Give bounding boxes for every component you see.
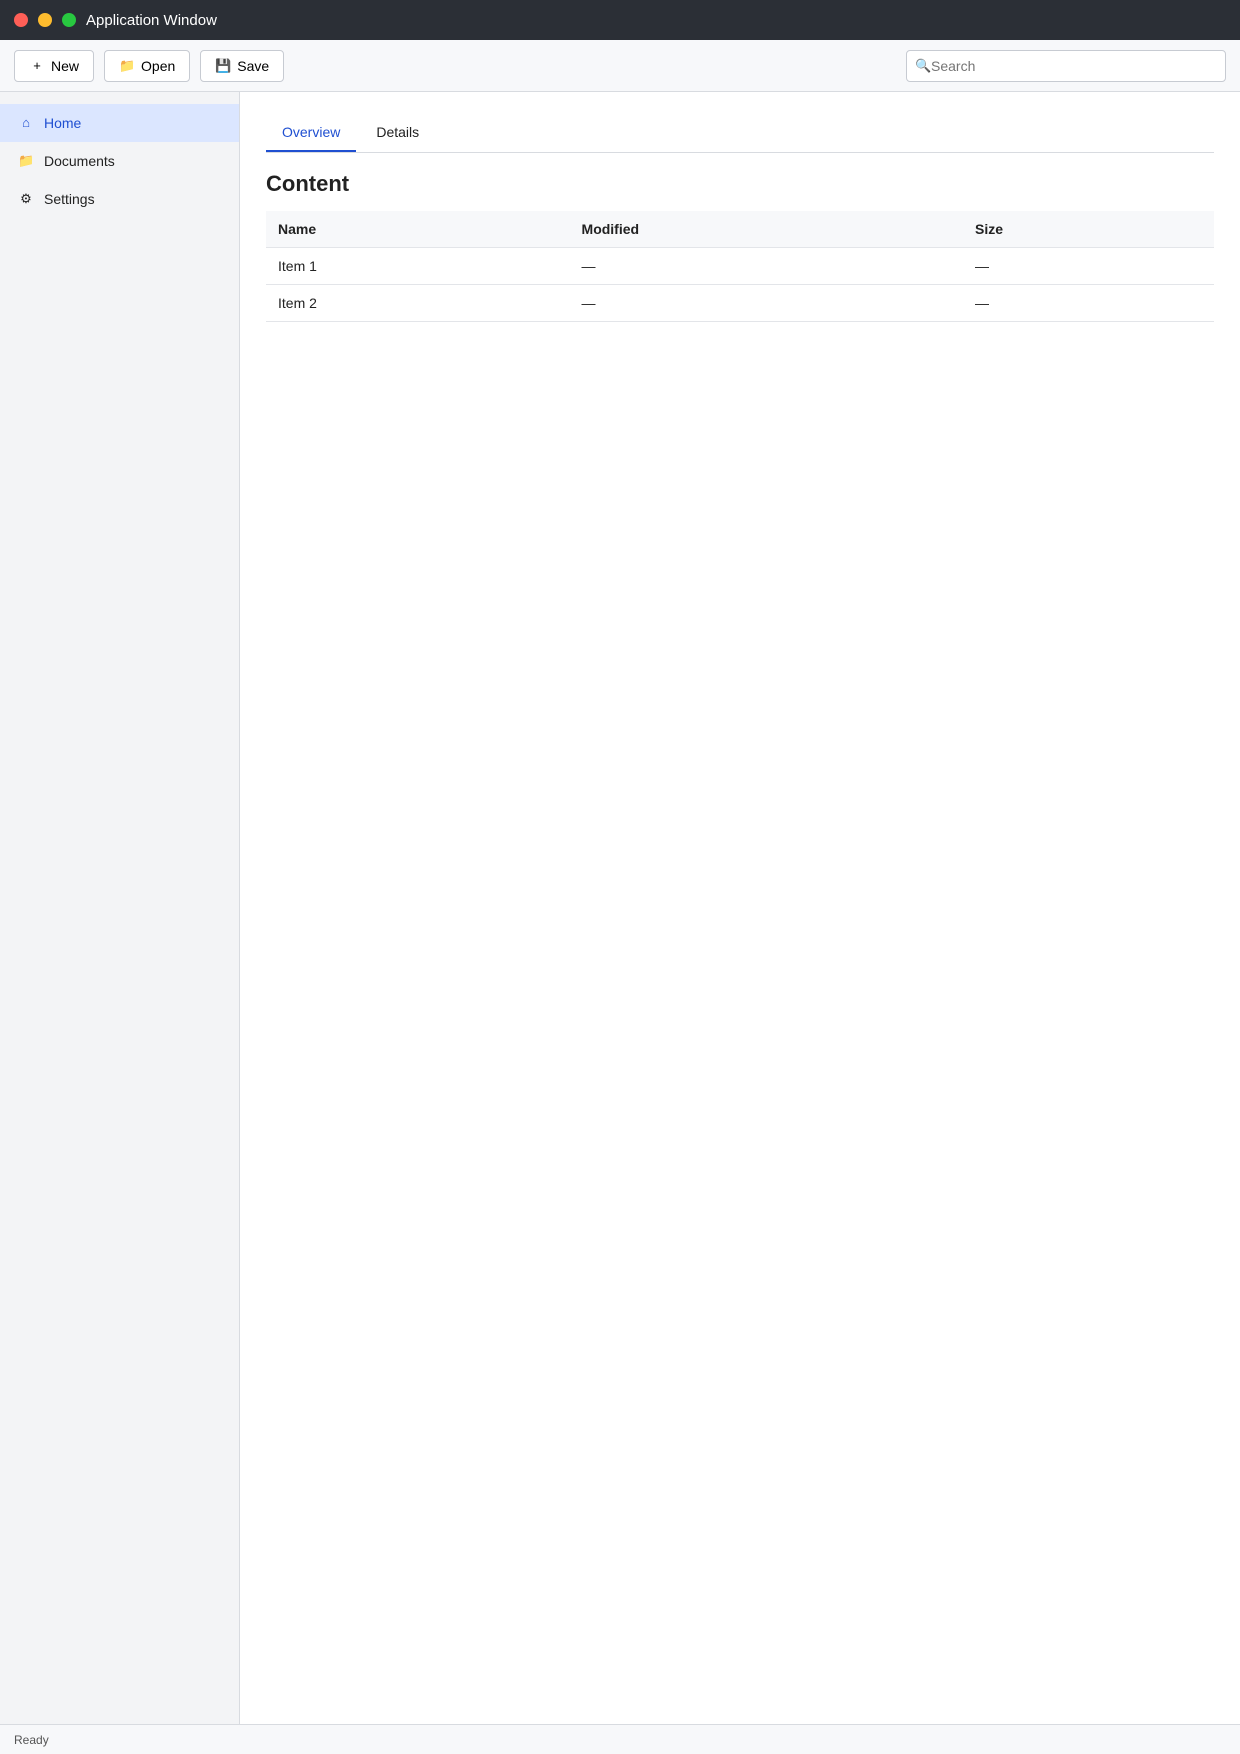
search-box (906, 50, 1226, 82)
folder-icon: 📁 (18, 153, 35, 168)
title-bar (0, 0, 1240, 40)
window-title: Application Window (86, 11, 217, 29)
table-header-row (266, 211, 1214, 248)
sidebar-item-settings[interactable] (0, 180, 239, 218)
table-cell: Item 1 (266, 248, 570, 285)
table-row[interactable] (266, 248, 1214, 285)
plus-icon: + (33, 57, 41, 73)
table-row[interactable] (266, 285, 1214, 322)
toolbar (0, 40, 1240, 92)
content-area (0, 92, 1240, 1724)
close-window-button[interactable] (14, 13, 28, 27)
new-button-label: New (51, 57, 80, 74)
folder-open-icon: 📁 (119, 57, 136, 73)
sidebar-item-label: Documents (44, 153, 115, 169)
sidebar-item-label: Settings (44, 191, 95, 207)
column-header[interactable]: Size (963, 211, 1214, 248)
sidebar-item-label: Home (44, 115, 82, 131)
new-button[interactable] (14, 50, 94, 82)
open-button-label: Open (141, 57, 176, 74)
table-cell: Item 2 (266, 285, 570, 322)
table-cell: — (963, 248, 1214, 285)
table-cell: — (570, 248, 963, 285)
open-button[interactable] (104, 50, 190, 82)
status-text: Ready (14, 1732, 49, 1747)
sidebar-item-home[interactable] (0, 104, 239, 142)
table-cell: — (570, 285, 963, 322)
column-header[interactable]: Modified (570, 211, 963, 248)
save-button-label: Save (237, 57, 270, 74)
minimize-window-button[interactable] (38, 13, 52, 27)
save-icon: 💾 (215, 57, 232, 73)
table-cell: — (963, 285, 1214, 322)
sidebar-item-documents[interactable] (0, 142, 239, 180)
maximize-window-button[interactable] (62, 13, 76, 27)
search-icon: 🔍 (915, 57, 932, 73)
home-icon: ⌂ (22, 115, 30, 130)
tab-bar (266, 114, 1214, 153)
column-header[interactable]: Name (266, 211, 570, 248)
search-input[interactable] (931, 58, 1217, 74)
status-bar (0, 1724, 1240, 1754)
tab-details[interactable]: Details (376, 124, 420, 140)
sidebar (0, 92, 240, 1724)
gear-icon: ⚙ (20, 191, 32, 206)
main-panel (240, 92, 1240, 1724)
tab-overview[interactable]: Overview (266, 114, 356, 152)
data-table (266, 211, 1214, 322)
page-title: Content (266, 171, 350, 196)
save-button[interactable] (200, 50, 284, 82)
